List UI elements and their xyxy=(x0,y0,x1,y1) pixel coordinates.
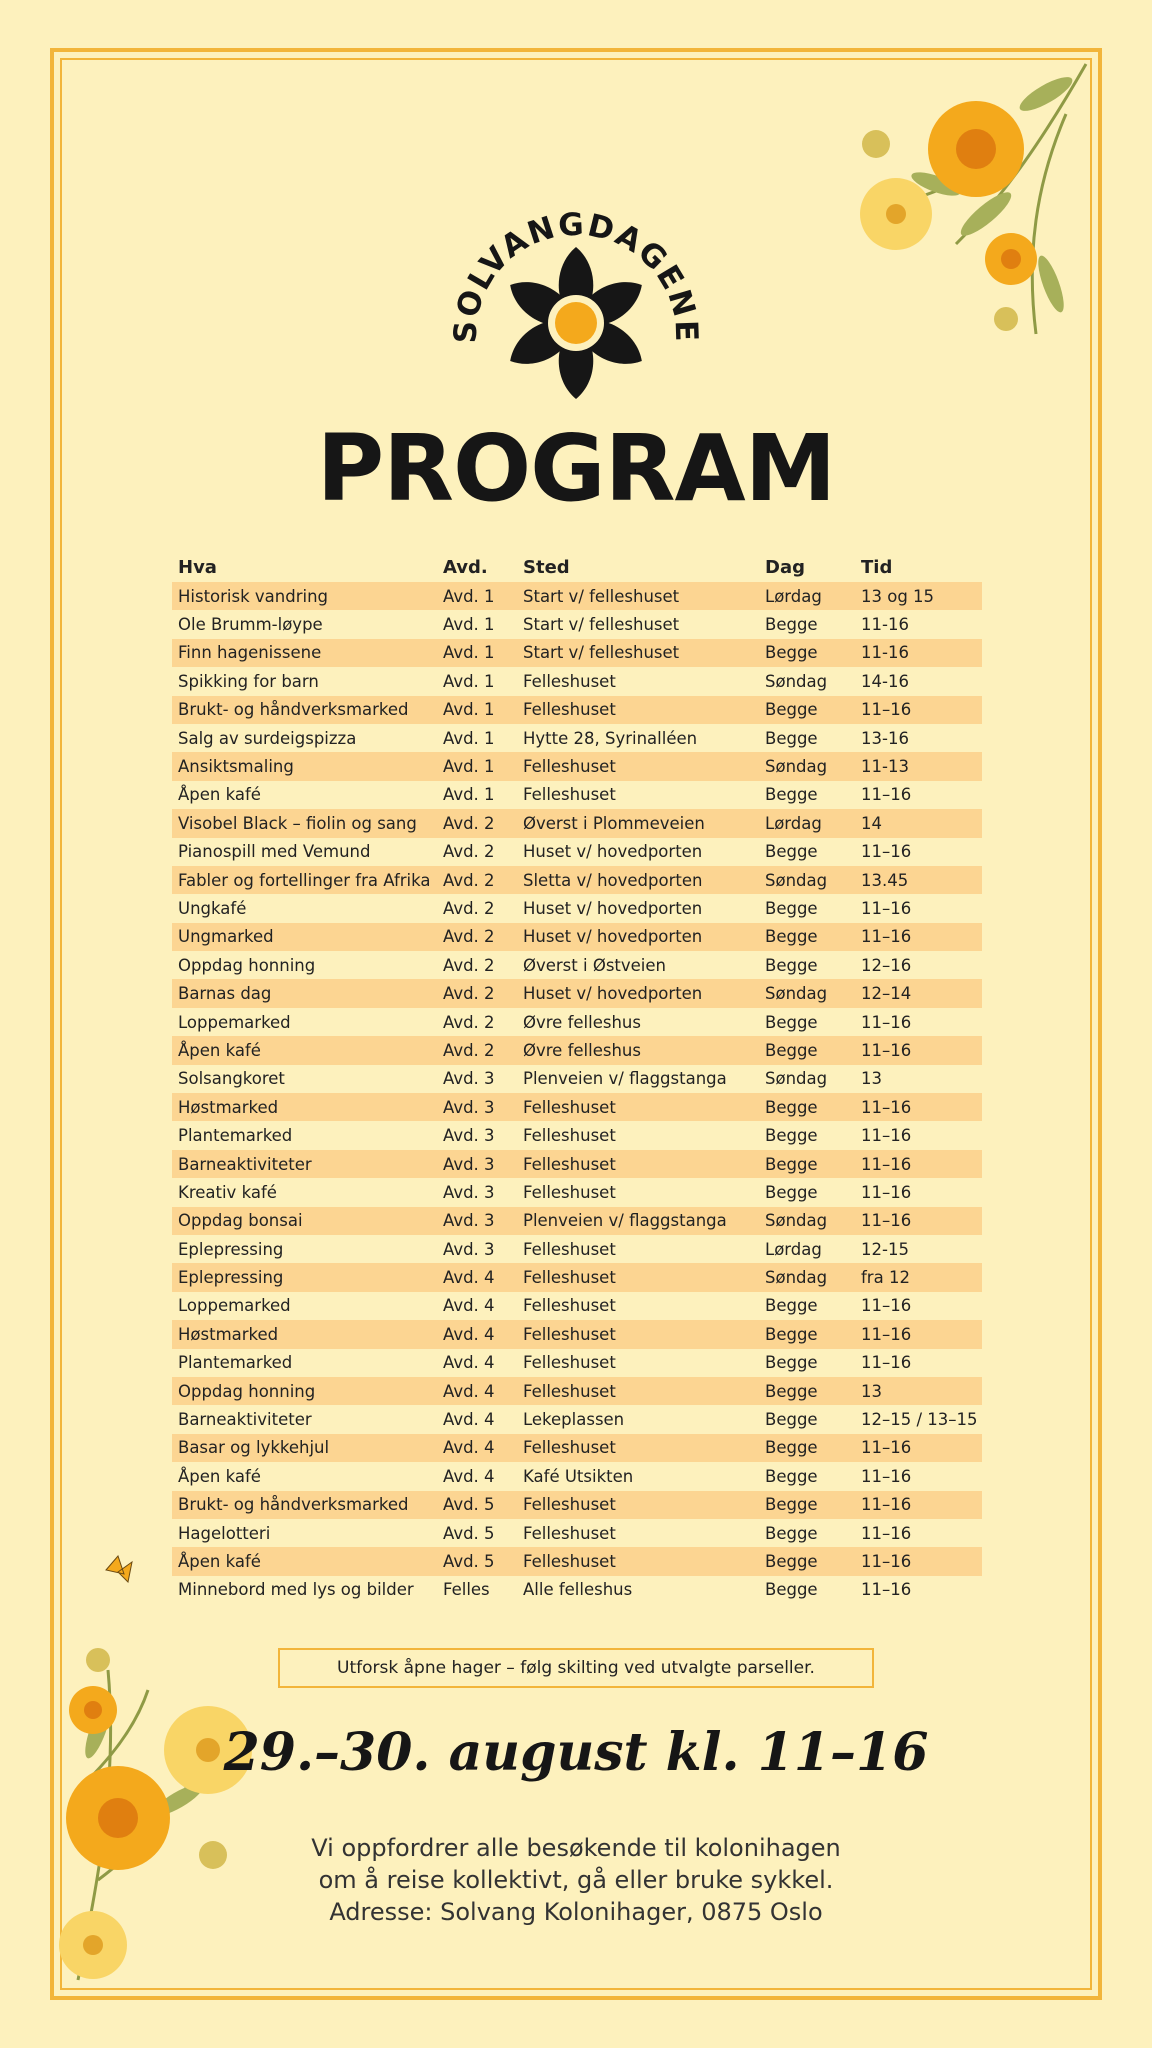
logo-wordmark-text: SOLVANGDAGENE xyxy=(447,206,705,344)
cell-sted: Felleshuset xyxy=(523,785,616,805)
cell-dag: Begge xyxy=(759,1320,855,1348)
cell-dag: Begge xyxy=(765,1296,818,1316)
cell-tid: 12-15 xyxy=(861,1239,909,1259)
cell-hva: Oppdag honning xyxy=(178,955,316,975)
cell-dag: Begge xyxy=(759,639,855,667)
cell-tid: 12–16 xyxy=(861,955,912,975)
table-row xyxy=(172,724,982,752)
cell-dag: Begge xyxy=(765,1523,818,1543)
cell-hva: Barnas dag xyxy=(172,979,437,1007)
cell-sted: Start v/ felleshuset xyxy=(517,639,759,667)
table-row xyxy=(172,951,982,979)
table-row xyxy=(172,1178,982,1206)
table-row xyxy=(172,979,982,1007)
cell-tid: 12–15 / 13–15 xyxy=(861,1410,978,1430)
cell-hva: Barneaktiviteter xyxy=(172,1150,437,1178)
cell-sted: Felleshuset xyxy=(517,1434,759,1462)
table-row xyxy=(172,1207,982,1235)
cell-dag: Lørdag xyxy=(759,809,855,837)
table-row xyxy=(172,866,982,894)
cell-avd: Avd. 4 xyxy=(443,1410,495,1430)
cell-dag: Begge xyxy=(759,923,855,951)
table-row xyxy=(172,923,982,951)
cell-hva: Barneaktiviteter xyxy=(178,1410,312,1430)
cell-avd: Avd. 4 xyxy=(437,1377,517,1405)
cell-hva: Historisk vandring xyxy=(172,582,437,610)
cell-tid: 13 xyxy=(861,1069,882,1089)
cell-sted: Øvre felleshus xyxy=(517,1036,759,1064)
cell-dag: Begge xyxy=(759,1377,855,1405)
cell-tid: 13 xyxy=(855,1377,982,1405)
table-row xyxy=(172,1235,982,1263)
cell-dag: Søndag xyxy=(765,1069,828,1089)
table-row xyxy=(172,809,982,837)
info-line: Vi oppfordrer alle besøkende til kolonihagen xyxy=(311,1834,841,1862)
table-row xyxy=(172,1462,982,1490)
cell-sted: Felleshuset xyxy=(523,1126,616,1146)
cell-dag: Begge xyxy=(759,1093,855,1121)
cell-dag: Begge xyxy=(759,1547,855,1575)
cell-avd: Avd. 2 xyxy=(437,866,517,894)
cell-sted: Felleshuset xyxy=(517,1150,759,1178)
cell-avd: Avd. 1 xyxy=(437,582,517,610)
cell-tid: 11–16 xyxy=(855,1207,982,1235)
cell-tid: 11–16 xyxy=(855,1150,982,1178)
cell-tid: 11-13 xyxy=(855,752,982,780)
cell-hva: Spikking for barn xyxy=(178,671,319,691)
cell-tid: 11–16 xyxy=(861,898,912,918)
table-row xyxy=(172,582,982,610)
cell-sted: Alle felleshus xyxy=(523,1580,633,1600)
cell-sted: Øverst i Plommeveien xyxy=(517,809,759,837)
cell-sted: Kafé Utsikten xyxy=(523,1466,634,1486)
cell-sted: Lekeplassen xyxy=(523,1410,625,1430)
cell-avd: Avd. 4 xyxy=(443,1353,495,1373)
cell-sted: Start v/ felleshuset xyxy=(523,615,680,635)
cell-dag: Begge xyxy=(765,842,818,862)
cell-sted: Felleshuset xyxy=(523,1296,616,1316)
cell-avd: Avd. 2 xyxy=(437,979,517,1007)
cell-avd: Avd. 4 xyxy=(437,1320,517,1348)
cell-sted: Felleshuset xyxy=(523,1353,616,1373)
cell-dag: Begge xyxy=(765,1126,818,1146)
cell-hva: Eplepressing xyxy=(178,1239,284,1259)
cell-hva: Ansiktsmaling xyxy=(172,752,437,780)
cell-hva: Hagelotteri xyxy=(178,1523,271,1543)
header-hva: Hva xyxy=(178,556,217,578)
solvangdagene-logo xyxy=(426,195,726,435)
cell-avd: Avd. 3 xyxy=(443,1126,495,1146)
cell-hva: Ole Brumm-løype xyxy=(178,615,323,635)
cell-dag: Søndag xyxy=(765,671,828,691)
cell-avd: Avd. 2 xyxy=(437,809,517,837)
cell-tid: 11–16 xyxy=(855,696,982,724)
table-row xyxy=(172,667,982,695)
cell-hva: Basar og lykkehjul xyxy=(172,1434,437,1462)
flowers-top-right-illustration xyxy=(836,54,1096,394)
cell-sted: Felleshuset xyxy=(517,752,759,780)
cell-avd: Avd. 3 xyxy=(437,1207,517,1235)
cell-avd: Avd. 3 xyxy=(437,1150,517,1178)
table-row xyxy=(172,610,982,638)
cell-sted: Felleshuset xyxy=(517,1547,759,1575)
cell-hva: Kreativ kafé xyxy=(178,1182,277,1202)
cell-avd: Avd. 1 xyxy=(443,728,495,748)
cell-sted: Huset v/ hovedporten xyxy=(523,842,703,862)
cell-avd: Avd. 5 xyxy=(437,1547,517,1575)
cell-avd: Avd. 2 xyxy=(443,955,495,975)
cell-dag: Begge xyxy=(765,728,818,748)
cell-sted: Felleshuset xyxy=(517,1263,759,1291)
cell-avd: Avd. 3 xyxy=(443,1239,495,1259)
cell-sted: Øvre felleshus xyxy=(523,1012,641,1032)
cell-avd: Avd. 5 xyxy=(437,1491,517,1519)
cell-tid: 14 xyxy=(855,809,982,837)
cell-dag: Søndag xyxy=(759,1207,855,1235)
table-row xyxy=(172,1377,982,1405)
table-row xyxy=(172,1547,982,1575)
cell-dag: Begge xyxy=(765,955,818,975)
cell-sted: Sletta v/ hovedporten xyxy=(517,866,759,894)
cell-sted: Felleshuset xyxy=(517,1491,759,1519)
cell-tid: 12–14 xyxy=(855,979,982,1007)
cell-avd: Avd. 2 xyxy=(443,1012,495,1032)
header-avd: Avd. xyxy=(443,556,488,578)
notice-text: Utforsk åpne hager – følg skilting ved utvalgte parseller. xyxy=(337,1658,815,1678)
cell-tid: 14-16 xyxy=(861,671,909,691)
table-row xyxy=(172,838,982,866)
cell-tid: 11–16 xyxy=(861,1012,912,1032)
cell-tid: 11–16 xyxy=(861,1580,912,1600)
cell-dag: Søndag xyxy=(759,866,855,894)
header-dag: Dag xyxy=(765,556,805,578)
flower-logo-icon xyxy=(502,247,651,399)
header-sted: Sted xyxy=(523,556,570,578)
cell-dag: Begge xyxy=(759,1036,855,1064)
cell-dag: Begge xyxy=(759,696,855,724)
cell-tid: 11–16 xyxy=(861,1126,912,1146)
cell-sted: Plenveien v/ flaggstanga xyxy=(517,1207,759,1235)
cell-hva: Loppemarked xyxy=(178,1012,291,1032)
cell-avd: Avd. 1 xyxy=(437,639,517,667)
cell-hva: Plantemarked xyxy=(178,1353,293,1373)
cell-hva: Oppdag honning xyxy=(172,1377,437,1405)
table-row xyxy=(172,1263,982,1291)
cell-sted: Felleshuset xyxy=(523,1239,616,1259)
cell-hva: Brukt- og håndverksmarked xyxy=(172,1491,437,1519)
cell-tid: fra 12 xyxy=(855,1263,982,1291)
cell-sted: Felleshuset xyxy=(523,1523,616,1543)
cell-sted: Felleshuset xyxy=(517,1320,759,1348)
cell-tid: 11–16 xyxy=(861,1523,912,1543)
cell-hva: Høstmarked xyxy=(172,1093,437,1121)
table-row xyxy=(172,1093,982,1121)
cell-sted: Øverst i Østveien xyxy=(523,955,666,975)
cell-sted: Felleshuset xyxy=(517,1093,759,1121)
cell-sted: Plenveien v/ flaggstanga xyxy=(523,1069,727,1089)
table-header-row xyxy=(172,552,982,582)
program-table xyxy=(172,552,982,1604)
cell-hva: Fabler og fortellinger fra Afrika xyxy=(172,866,437,894)
cell-sted: Start v/ felleshuset xyxy=(517,582,759,610)
cell-dag: Begge xyxy=(759,1150,855,1178)
cell-sted: Felleshuset xyxy=(517,696,759,724)
cell-tid: 11–16 xyxy=(855,1036,982,1064)
cell-avd: Avd. 4 xyxy=(443,1296,495,1316)
cell-dag: Begge xyxy=(765,1182,818,1202)
cell-avd: Avd. 4 xyxy=(437,1434,517,1462)
cell-hva: Finn hagenissene xyxy=(172,639,437,667)
cell-tid: 11–16 xyxy=(861,1466,912,1486)
cell-tid: 13 og 15 xyxy=(855,582,982,610)
cell-avd: Avd. 1 xyxy=(443,615,495,635)
table-row xyxy=(172,1150,982,1178)
cell-hva: Åpen kafé xyxy=(172,1036,437,1064)
cell-hva: Åpen kafé xyxy=(172,1547,437,1575)
cell-hva: Pianospill med Vemund xyxy=(178,842,371,862)
cell-avd: Avd. 2 xyxy=(437,1036,517,1064)
cell-tid: 11–16 xyxy=(861,785,912,805)
cell-dag: Begge xyxy=(765,1353,818,1373)
cell-avd: Avd. 4 xyxy=(437,1263,517,1291)
table-row xyxy=(172,1405,982,1433)
cell-hva: Eplepressing xyxy=(172,1263,437,1291)
cell-avd: Avd. 3 xyxy=(443,1069,495,1089)
cell-dag: Begge xyxy=(765,615,818,635)
cell-tid: 11–16 xyxy=(855,1093,982,1121)
cell-hva: Oppdag bonsai xyxy=(172,1207,437,1235)
table-row xyxy=(172,1434,982,1462)
info-line: om å reise kollektivt, gå eller bruke sykkel. xyxy=(318,1866,834,1894)
cell-dag: Begge xyxy=(765,898,818,918)
cell-tid: 11–16 xyxy=(855,1320,982,1348)
cell-hva: Åpen kafé xyxy=(178,785,261,805)
cell-dag: Begge xyxy=(759,1491,855,1519)
cell-dag: Begge xyxy=(765,1466,818,1486)
info-address: Adresse: Solvang Kolonihager, 0875 Oslo xyxy=(329,1898,823,1926)
header-tid: Tid xyxy=(861,556,893,578)
table-row xyxy=(172,752,982,780)
cell-tid: 11-16 xyxy=(861,615,909,635)
table-row xyxy=(172,1036,982,1064)
cell-hva: Høstmarked xyxy=(172,1320,437,1348)
cell-dag: Søndag xyxy=(759,1263,855,1291)
cell-tid: 11–16 xyxy=(855,1547,982,1575)
cell-sted: Felleshuset xyxy=(523,671,616,691)
cell-sted: Hytte 28, Syrinalléen xyxy=(523,728,698,748)
cell-avd: Avd. 1 xyxy=(443,785,495,805)
cell-avd: Avd. 2 xyxy=(443,898,495,918)
cell-avd: Avd. 4 xyxy=(443,1466,495,1486)
cell-tid: 11–16 xyxy=(861,1296,912,1316)
cell-tid: 13-16 xyxy=(861,728,909,748)
cell-hva: Visobel Black – fiolin og sang xyxy=(172,809,437,837)
cell-dag: Lørdag xyxy=(759,582,855,610)
cell-tid: 11–16 xyxy=(855,1434,982,1462)
table-row xyxy=(172,1008,982,1036)
cell-hva: Loppemarked xyxy=(178,1296,291,1316)
cell-avd: Avd. 2 xyxy=(443,842,495,862)
cell-dag: Søndag xyxy=(759,752,855,780)
event-date: 29.–30. august kl. 11–16 xyxy=(223,1722,929,1783)
info-block xyxy=(0,1832,1152,1928)
cell-tid: 11–16 xyxy=(861,1182,912,1202)
cell-hva: Minnebord med lys og bilder xyxy=(178,1580,414,1600)
program-table-body xyxy=(172,582,982,1604)
cell-dag: Begge xyxy=(759,1434,855,1462)
cell-tid: 11-16 xyxy=(855,639,982,667)
page-title: PROGRAM xyxy=(316,415,836,522)
cell-avd: Avd. 2 xyxy=(437,923,517,951)
cell-dag: Søndag xyxy=(759,979,855,1007)
cell-avd: Avd. 1 xyxy=(437,696,517,724)
cell-dag: Begge xyxy=(765,1580,818,1600)
cell-hva: Salg av surdeigspizza xyxy=(178,728,357,748)
cell-hva: Åpen kafé xyxy=(178,1466,261,1486)
cell-sted: Huset v/ hovedporten xyxy=(517,923,759,951)
cell-avd: Avd. 1 xyxy=(443,671,495,691)
cell-sted: Felleshuset xyxy=(517,1377,759,1405)
table-row xyxy=(172,1576,982,1604)
table-row xyxy=(172,1121,982,1149)
cell-tid: 11–16 xyxy=(855,923,982,951)
table-row xyxy=(172,781,982,809)
cell-avd: Avd. 5 xyxy=(443,1523,495,1543)
cell-dag: Begge xyxy=(765,1012,818,1032)
cell-dag: Begge xyxy=(765,785,818,805)
table-row xyxy=(172,1519,982,1547)
table-row xyxy=(172,1065,982,1093)
cell-dag: Begge xyxy=(765,1410,818,1430)
notice-box xyxy=(278,1648,874,1688)
table-row xyxy=(172,1292,982,1320)
cell-tid: 11–16 xyxy=(855,1491,982,1519)
table-row xyxy=(172,696,982,724)
cell-avd: Avd. 3 xyxy=(437,1093,517,1121)
table-row xyxy=(172,639,982,667)
cell-sted: Huset v/ hovedporten xyxy=(517,979,759,1007)
cell-hva: Ungkafé xyxy=(178,898,247,918)
cell-avd: Avd. 1 xyxy=(437,752,517,780)
table-row xyxy=(172,1349,982,1377)
cell-hva: Ungmarked xyxy=(172,923,437,951)
cell-hva: Plantemarked xyxy=(178,1126,293,1146)
cell-tid: 13.45 xyxy=(855,866,982,894)
cell-dag: Lørdag xyxy=(765,1239,822,1259)
cell-tid: 11–16 xyxy=(861,842,912,862)
table-row xyxy=(172,1320,982,1348)
cell-tid: 11–16 xyxy=(861,1353,912,1373)
cell-avd: Felles xyxy=(443,1580,490,1600)
cell-hva: Solsangkoret xyxy=(178,1069,285,1089)
table-row xyxy=(172,894,982,922)
cell-sted: Huset v/ hovedporten xyxy=(523,898,703,918)
cell-sted: Felleshuset xyxy=(523,1182,616,1202)
cell-avd: Avd. 3 xyxy=(443,1182,495,1202)
table-row xyxy=(172,1491,982,1519)
cell-hva: Brukt- og håndverksmarked xyxy=(172,696,437,724)
